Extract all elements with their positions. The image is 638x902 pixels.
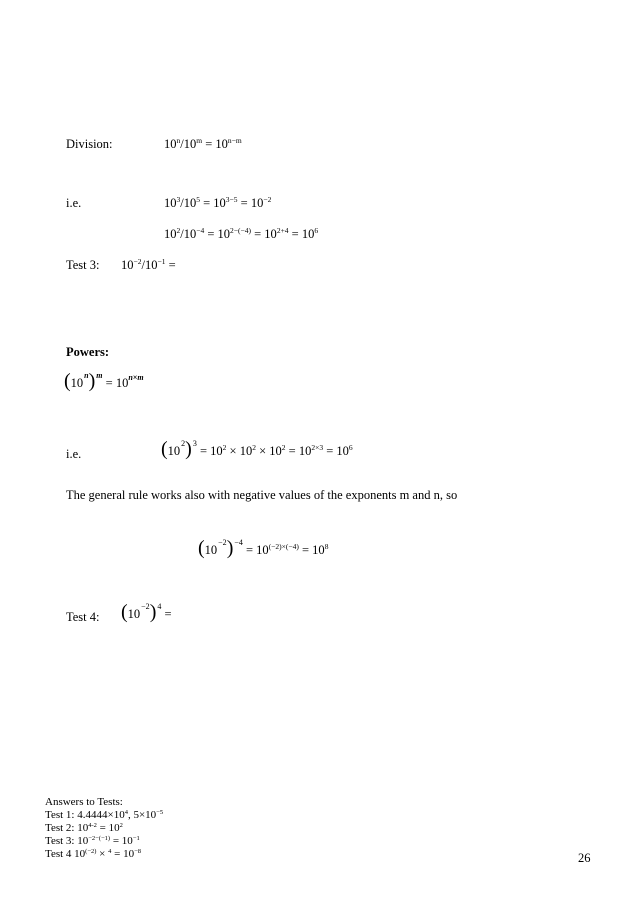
answers-title: Answers to Tests: — [45, 796, 123, 808]
test4-question: $(10^{-2})^4$ = — [121, 601, 172, 623]
general-rule-text: The general rule works also with negative values of the exponents m and n, so — [66, 488, 458, 502]
division-example-1: $10^3/10^5 = 10^{3-5} = 10^{-2}$ — [164, 195, 272, 210]
page-number: 26 — [578, 851, 591, 865]
powers-rule: $(10^n)^m = 10^{n\times m}$ — [64, 370, 144, 392]
division-label: Division: — [66, 137, 113, 151]
powers-heading: Powers: — [66, 345, 110, 359]
ie-label-2: i.e. — [66, 447, 82, 461]
division-rule: $10^n/10^m = 10^{n-m}$ — [164, 136, 242, 151]
answers-block — [45, 796, 163, 861]
answer-4: Test 4 $10^{(-2)} \times ^4 = 10^{-8}$ — [45, 848, 142, 860]
negative-exponent-example: $(10^{-2})^{-4} = 10^{(-2)\times(-4)} = 10^8$ — [198, 537, 329, 559]
test4-label: Test 4: — [66, 610, 100, 624]
test3-label: Test 3: — [66, 258, 100, 272]
division-example-2: $10^2/10^{-4} = 10^{2-(-4)} = 10^{2+4} = 10^6$ — [164, 226, 319, 241]
test3-question: $10^{-2}/10^{-1}$ = — [121, 257, 176, 272]
answer-1: Test 1: $4.4444\times 10^4$, $5\times 10^{-5}$ — [45, 809, 164, 821]
ie-label-1: i.e. — [66, 196, 82, 210]
powers-example: $(10^2)^3 = 10^2 \times 10^2 \times 10^2 = 10^{2\times 3} = 10^6$ — [161, 438, 353, 460]
answer-2: Test 2: $10^{4-2} = 10^2$ — [45, 822, 123, 834]
answer-3: Test 3: $10^{-2-(-1)} = 10^{-1}$ — [45, 835, 140, 847]
